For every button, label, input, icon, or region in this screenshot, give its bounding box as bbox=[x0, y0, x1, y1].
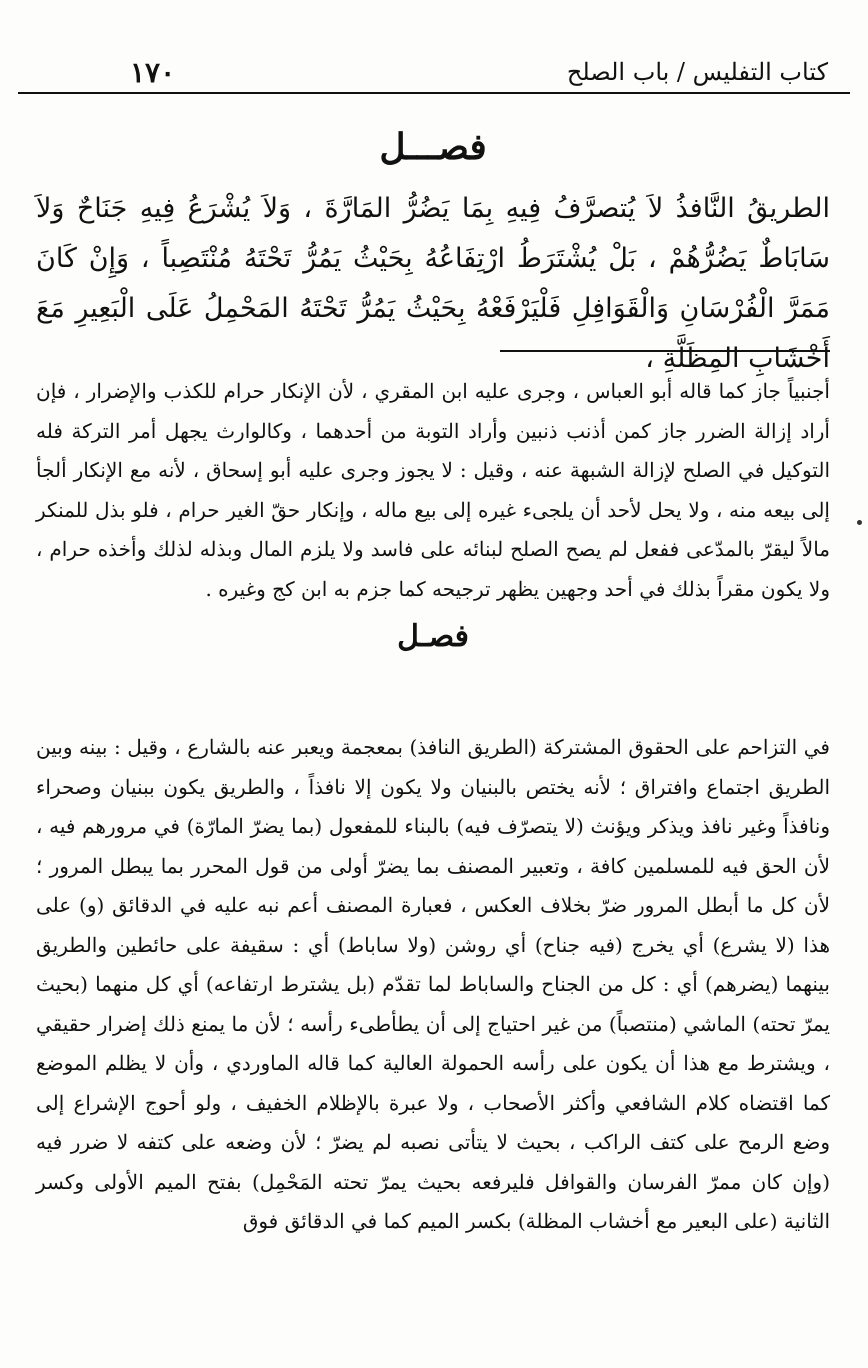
matn-section bbox=[36, 120, 830, 384]
scan-speck bbox=[857, 520, 862, 525]
commentary-paragraph: أجنبياً جاز كما قاله أبو العباس ، وجرى عليه ابن المقري ، لأن الإنكار حرام للكذب والإضرار ، فإن أراد إزالة الضرر جاز كمن أذنب ذنبين وأراد التوبة من أحدهما ، وكالوارث يجهل أمر التركة فله التوكيل في الصلح لإزالة الشبهة عنه ، وقيل : لا يجوز وجرى عليه أبو إسحاق ، لأنه مع الإنكار ألجأ إلى بيعه منه ، ولا يحل لأحد أن يلجىء غيره إلى بيع ماله ، وإنكار حقّ الغير حرام ، فلو بذل للمنكر مالاً ليقرّ بالمدّعى ففعل لم يصح الصلح لبنائه على فاسد ولا يلزم المال وبذله لذلك وأخذه حرام ، ولا يكون مقراً بذلك في أحد وجهين يظهر ترجيحه كما جزم به ابن كج وغيره . bbox=[36, 379, 830, 601]
page-number: ١٧٠ bbox=[130, 56, 176, 89]
commentary-body bbox=[36, 728, 830, 1242]
page-header bbox=[30, 52, 838, 92]
section-heading: فصـــل bbox=[379, 126, 487, 168]
commentary-continuation bbox=[36, 372, 830, 665]
running-title: كتاب التفليس / باب الصلح bbox=[566, 58, 828, 86]
matn-text: الطريقُ النَّافذُ لاَ يُتصرَّفُ فِيهِ بِمَا يَضُرُّ المَارَّةَ ، وَلاَ يُشْرَعُ فِيهِ جَنَاحٌ وَلاَ سَابَاطٌ يَضُرُّهُمْ ، بَلْ يُشْتَرَطُ ارْتِفَاعُهُ بِحَيْثُ يَمُرُّ تَحْتَهُ مُنْتَصِباً ، وَإِنْ كَانَ مَمَرَّ الْفُرْسَانِ وَالْقَوَافِلِ فَلْيَرْفَعْهُ بِحَيْثُ يَمُرُّ تَحْتَهُ المَحْمِلُ عَلَى الْبَعِيرِ مَعَ أَخْشَابِ المِظَلَّةِ ، bbox=[36, 193, 830, 374]
commentary-paragraph: في التزاحم على الحقوق المشتركة (الطريق النافذ) بمعجمة ويعبر عنه بالشارع ، وقيل : بينه وبين الطريق اجتماع وافتراق ؛ لأنه يختص بالبنيان ولا يكون إلا نافذاً ، والطريق يكون ببنيان وصحراء ونافذاً وغير نافذ ويذكر ويؤنث (لا يتصرّف فيه) بالبناء للمفعول (بما يضرّ المارّة) في مرورهم فيه ، لأن الحق فيه للمسلمين كافة ، وتعبير المصنف بما يضرّ أولى من قول المحرر بما يبطل المرور ؛ لأن كل ما أبطل المرور ضرّ بخلاف العكس ، فعبارة المصنف أعم نبه عليه في الدقائق (و) على هذا (لا يشرع) أي يخرج (فيه جناح) أي روشن (ولا ساباط) أي : سقيفة على حائطين والطريق بينهما (يضرهم) أي : كل من الجناح والساباط لما تقدّم (بل يشترط ارتفاعه) أي كل منهما (بحيث يمرّ تحته) الماشي (منتصباً) من غير احتياج إلى أن يطأطىء رأسه ؛ لأن ما يمنع ذلك إضرار حقيقي ، ويشترط مع هذا أن يكون على رأسه الحمولة العالية كما قاله الماوردي ، وأن لا يظلم الموضع كما اقتضاه كلام الشافعي وأكثر الأصحاب ، ولا عبرة بالإظلام الخفيف ، ولو أحوج الإشراع إلى وضع الرمح على كتف الراكب ، بحيث لا يتأتى نصبه لم يضرّ ؛ لأن وضعه على كتفه لا ضرر فيه (وإن كان ممرّ الفرسان والقوافل فليرفعه بحيث يمرّ تحته المَحْمِل) بفتح الميم الأولى وكسر الثانية (على البعير مع أخشاب المظلة) بكسر الميم كما في الدقائق فوق bbox=[36, 735, 830, 1233]
commentary-heading: فصـل bbox=[397, 619, 469, 654]
header-rule bbox=[18, 92, 850, 94]
footnote-separator bbox=[500, 350, 830, 352]
